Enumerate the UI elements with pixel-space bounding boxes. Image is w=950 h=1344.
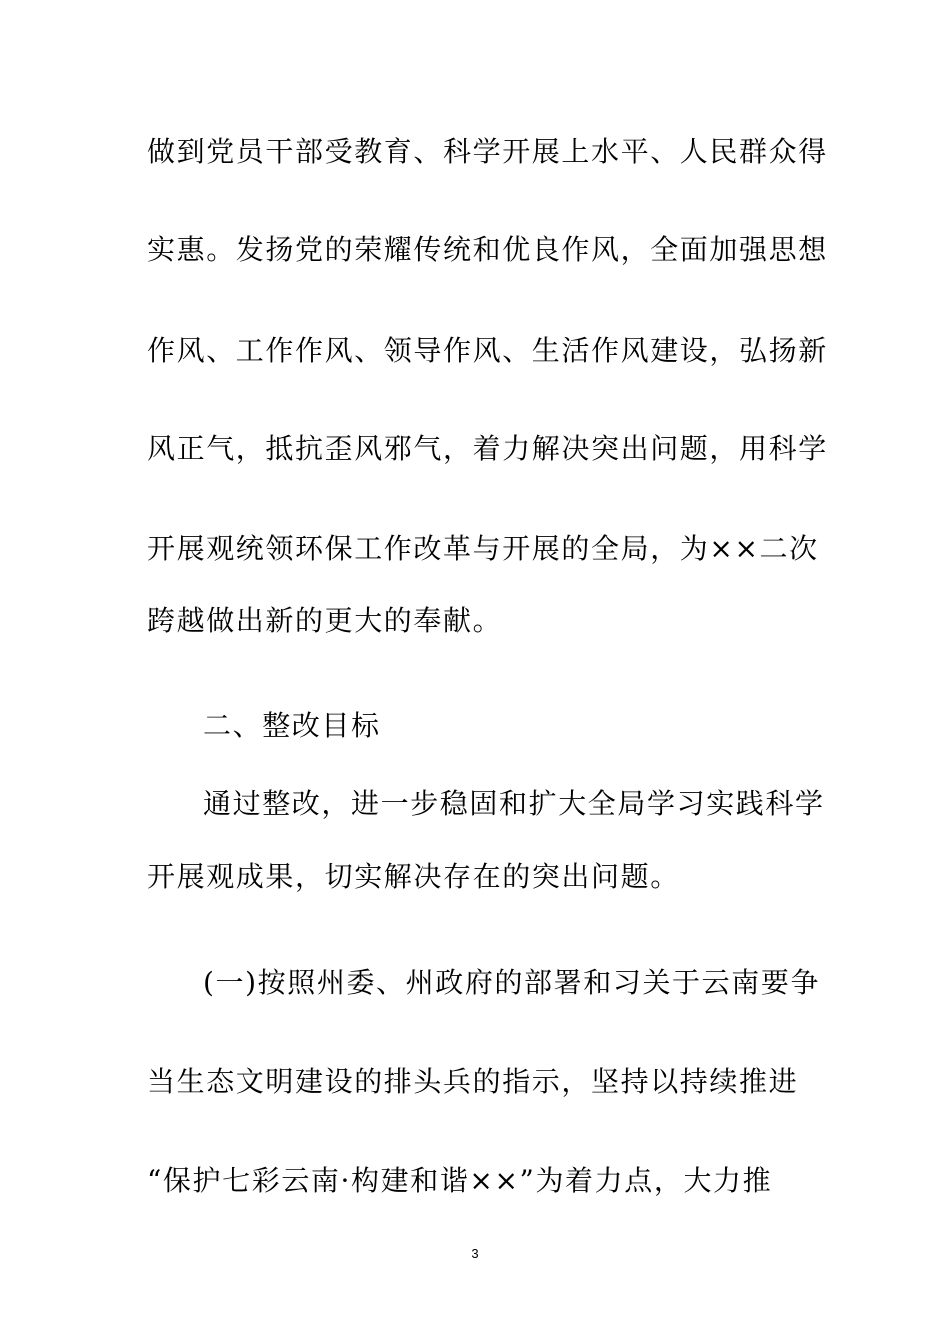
body-text-line: 实惠。发扬党的荣耀传统和优良作风，全面加强思想 (147, 233, 828, 266)
body-text-line: 风正气，抵抗歪风邪气，着力解决突出问题，用科学 (147, 432, 828, 465)
body-text-line: “保护七彩云南·构建和谐××”为着力点，大力推 (147, 1164, 773, 1197)
body-text-line: 跨越做出新的更大的奉献。 (147, 604, 503, 637)
body-text-line: 作风、工作作风、领导作风、生活作风建设，弘扬新 (147, 334, 828, 367)
body-text-line: 开展观成果，切实解决存在的突出问题。 (147, 860, 680, 893)
body-text-line: 开展观统领环保工作改革与开展的全局，为××二次 (147, 532, 819, 565)
body-text-line: 通过整改，进一步稳固和扩大全局学习实践科学 (203, 787, 825, 820)
section-heading: 二、整改目标 (203, 709, 381, 742)
body-text-line: (一)按照州委、州政府的部署和习关于云南要争 (203, 966, 821, 999)
page-number: 3 (471, 1246, 479, 1261)
body-text-line: 做到党员干部受教育、科学开展上水平、人民群众得 (147, 135, 828, 168)
body-text-line: 当生态文明建设的排头兵的指示，坚持以持续推进 (147, 1065, 799, 1098)
